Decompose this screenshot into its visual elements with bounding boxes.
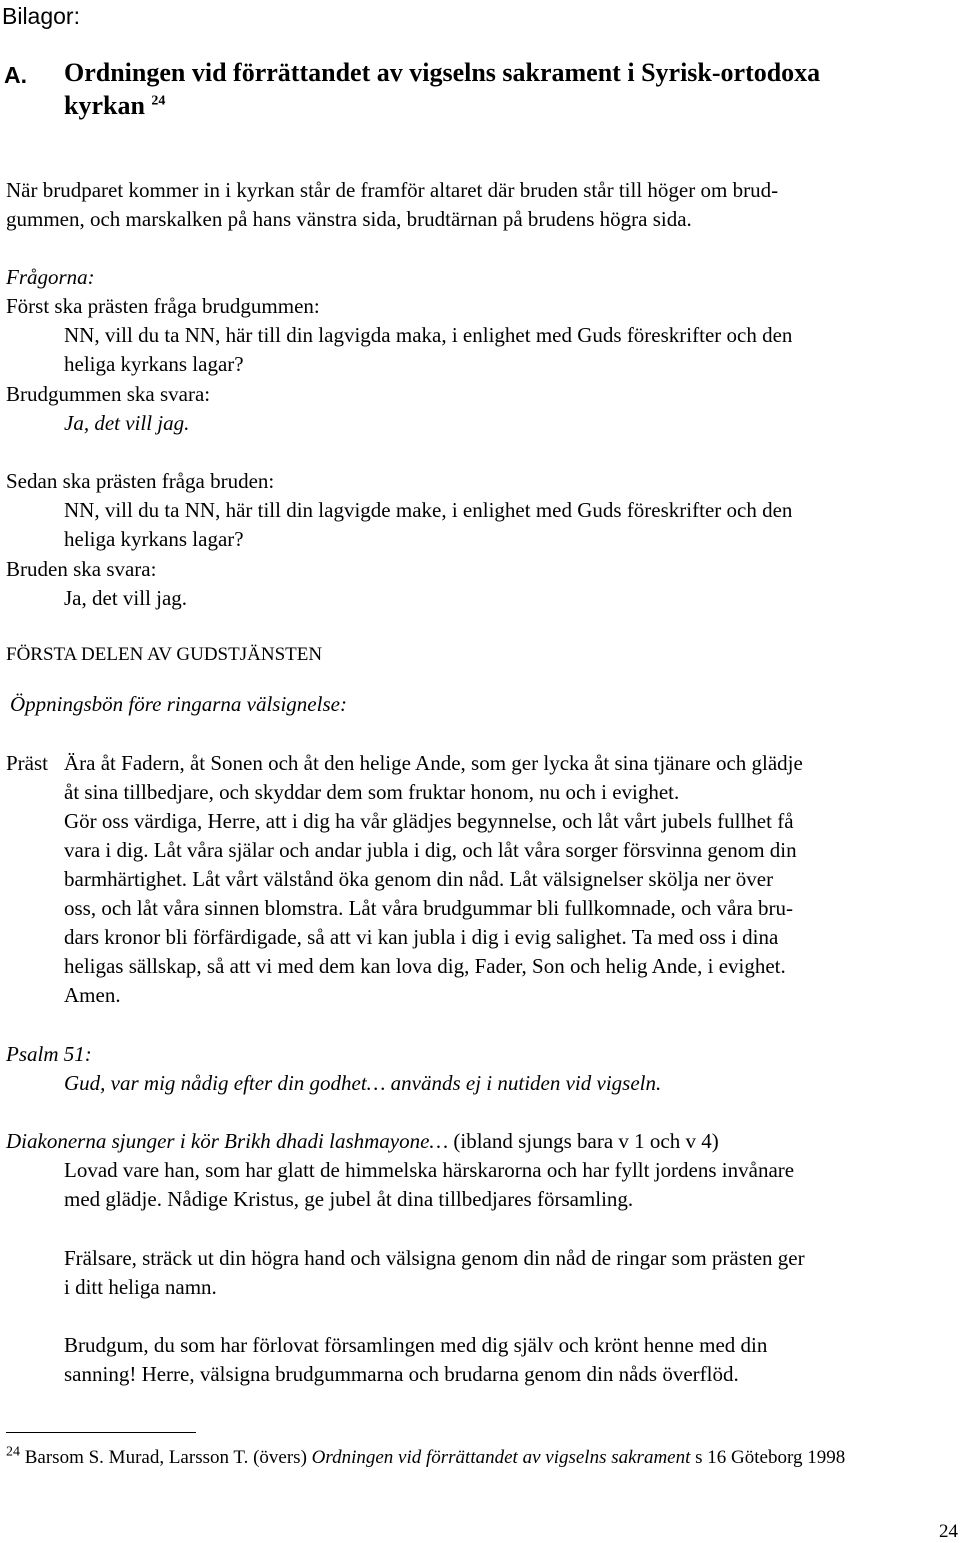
intro-line-1: När brudparet kommer in i kyrkan står de framför altaret där bruden står till höger om brud- — [6, 178, 779, 202]
intro-line-2: gummen, och marskalken på hans vänstra sida, brudtärnan på brudens högra sida. — [6, 207, 692, 231]
deacons-p3-line-1: Brudgum, du som har förlovat församlingen med dig själv och krönt henne med din — [64, 1333, 768, 1357]
bride-answer-label: Bruden ska svara: — [6, 557, 157, 581]
section-letter: A. — [4, 62, 27, 88]
footnote-rest: s 16 Göteborg 1998 — [690, 1447, 846, 1468]
deacons-p2-line-1: Frälsare, sträck ut din högra hand och välsigna genom din nåd de ringar som prästen ger — [64, 1246, 805, 1270]
groom-question-line-1: NN, vill du ta NN, här till din lagvigda maka, i enlighet med Guds föreskrifter och den — [64, 323, 793, 347]
groom-answer-label: Brudgummen ska svara: — [6, 382, 211, 406]
section-title-kyrkan: kyrkan — [64, 91, 145, 120]
psalm-text: Gud, var mig nådig efter din godhet… används ej i nutiden vid vigseln. — [64, 1071, 662, 1095]
opening-prayer-title: Öppningsbön före ringarna välsignelse: — [10, 692, 347, 716]
bride-prompt: Sedan ska prästen fråga bruden: — [6, 469, 275, 493]
priest-line-7: dars kronor bli förfärdigade, så att vi kan jubla i dig i evig salighet. Ta med oss i dina — [64, 925, 779, 949]
priest-line-8: heligas sällskap, så att vi med dem kan lova dig, Fader, Son och helig Ande, i evighet. — [64, 954, 786, 978]
section-title-line2 — [64, 90, 165, 122]
psalm-label: Psalm 51: — [6, 1042, 92, 1066]
footnote-title: Ordningen vid förrättandet av vigselns sakrament — [311, 1447, 691, 1468]
groom-prompt: Först ska prästen fråga brudgummen: — [6, 294, 320, 318]
footnote-number: 24 — [6, 1444, 20, 1460]
priest-label: Präst — [6, 751, 48, 775]
bride-question-line-2: heliga kyrkans lagar? — [64, 527, 244, 551]
page-number: 24 — [939, 1521, 958, 1542]
groom-question-line-2: heliga kyrkans lagar? — [64, 352, 244, 376]
bride-question-line-1: NN, vill du ta NN, här till din lagvigde make, i enlighet med Guds föreskrifter och den — [64, 498, 793, 522]
deacons-label: Diakonerna sjunger i kör Brikh dhadi lashmayone… — [6, 1129, 449, 1153]
priest-line-1: Ära åt Fadern, åt Sonen och åt den helige Ande, som ger lycka åt sina tjänare och glädje — [64, 751, 803, 775]
section-title-line1: Ordningen vid förrättandet av vigselns sakrament i Syrisk-ortodoxa — [64, 58, 821, 87]
page-heading: Bilagor: — [2, 3, 80, 29]
footnote-ref: 24 — [151, 93, 166, 109]
footnote-separator — [6, 1432, 196, 1433]
questions-label: Frågorna: — [6, 265, 95, 289]
groom-answer: Ja, det vill jag. — [64, 411, 190, 435]
deacons-p1-line-2: med glädje. Nådige Kristus, ge jubel åt dina tillbedjares församling. — [64, 1187, 634, 1211]
priest-line-3: Gör oss värdiga, Herre, att i dig ha vår glädjes begynnelse, och låt vårt jubels fullhet få — [64, 809, 794, 833]
deacons-p3-line-2: sanning! Herre, välsigna brudgummarna och brudarna genom din nåds överflöd. — [64, 1362, 739, 1386]
priest-line-4: vara i dig. Låt våra själar och andar jubla i dig, och låt våra sorger försvinna genom din — [64, 838, 797, 862]
part-one-heading: FÖRSTA DELEN AV GUDSTJÄNSTEN — [6, 644, 323, 665]
priest-line-9: Amen. — [64, 983, 121, 1007]
deacons-p1-line-1: Lovad vare han, som har glatt de himmelska härskarorna och har fyllt jordens invånare — [64, 1158, 795, 1182]
footnote-authors: Barsom S. Murad, Larsson T. (övers) — [20, 1447, 312, 1468]
priest-line-6: oss, och låt våra sinnen blomstra. Låt våra brudgummar bli fullkomnade, och våra bru- — [64, 896, 793, 920]
priest-line-5: barmhärtighet. Låt vårt välstånd öka genom din nåd. Låt välsignelser skölja ner över — [64, 867, 774, 891]
footnote — [6, 1445, 845, 1471]
deacons-p2-line-2: i ditt heliga namn. — [64, 1275, 217, 1299]
deacons-line — [6, 1127, 719, 1156]
deacons-note: (ibland sjungs bara v 1 och v 4) — [448, 1129, 719, 1153]
priest-line-2: åt sina tillbedjare, och skyddar dem som fruktar honom, nu och i evighet. — [64, 780, 680, 804]
bride-answer: Ja, det vill jag. — [64, 586, 188, 610]
